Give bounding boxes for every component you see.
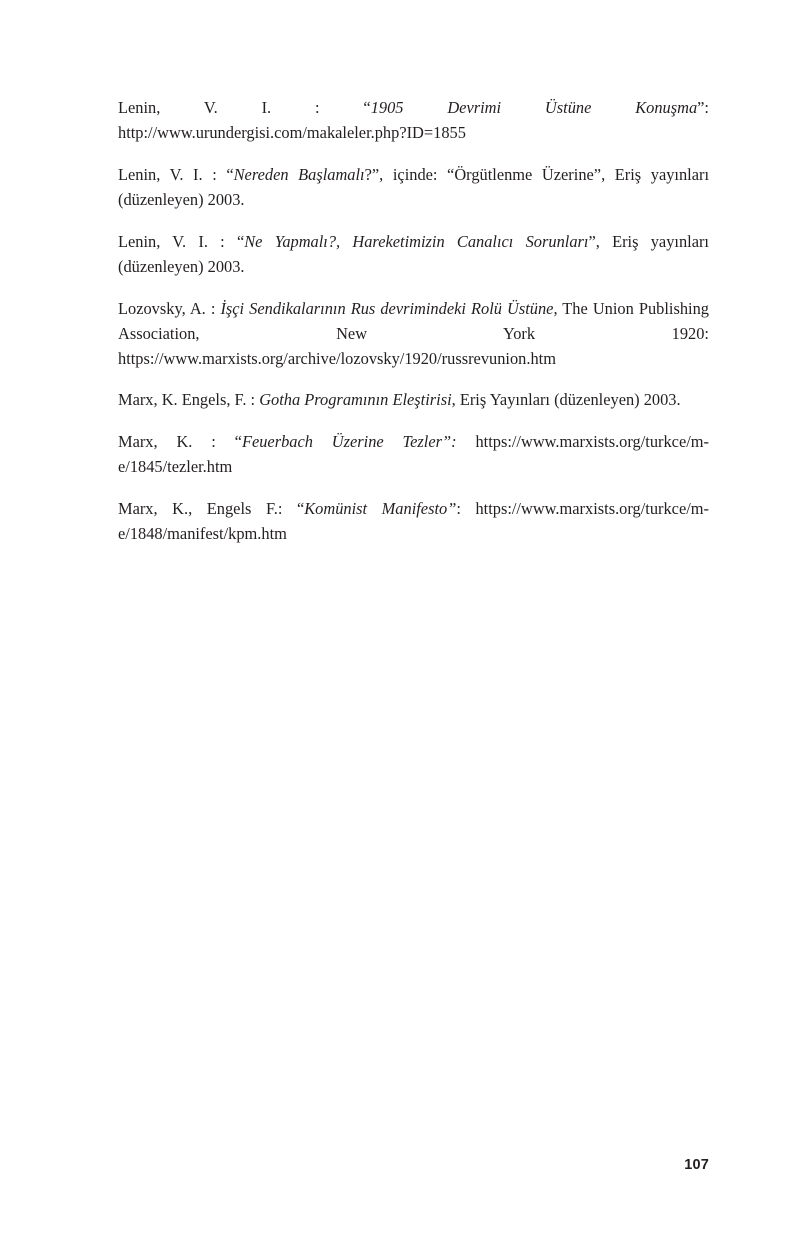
bibliography-entry (118, 388, 709, 413)
entry-text: ”, Eriş yayınları (düzenleyen) 2003. (118, 231, 709, 276)
bibliography-entry (118, 96, 709, 146)
entry-text: Marx, K. : “ (118, 432, 242, 452)
bibliography-entry (118, 230, 709, 280)
entry-text: Marx, K. Engels, F. : (118, 390, 260, 410)
entry-text: Lozovsky, A. : (118, 298, 221, 318)
bibliography-list (118, 96, 709, 547)
bibliography-entry (118, 497, 709, 547)
entry-title-italic: İşçi Sendikalarının Rus devrimindeki Rolü Üstüne (220, 298, 554, 318)
entry-text: : https://www.marxists.org/turkce/m-e/1848/manifest/kpm.htm (118, 499, 709, 544)
bibliography-entry (118, 430, 709, 480)
entry-text: Lenin, V. I. : “ (118, 98, 371, 117)
bibliography-entry (118, 163, 709, 213)
entry-text: Lenin, V. I. : “ (118, 164, 234, 184)
entry-title-italic: Ne Yapmalı?, Hareketimizin Canalıcı Sorunları (244, 231, 589, 251)
entry-text: , Eriş Yayınları (düzenleyen) 2003. (451, 390, 681, 410)
bibliography-entry (118, 297, 709, 372)
entry-title-italic: Nereden Başlamalı (233, 164, 365, 184)
entry-text: ?”, içinde: “Örgütlenme Üzerine”, Eriş yayınları (düzenleyen) 2003. (118, 164, 710, 209)
entry-title-italic: Gotha Programının Eleştirisi (259, 390, 452, 410)
entry-text: Marx, K., Engels F.: “ (118, 499, 305, 519)
entry-text: Lenin, V. I. : “ (118, 231, 245, 251)
entry-text: ”: http://www.urundergisi.com/makaleler.php?ID=1855 (118, 98, 709, 142)
entry-title-italic: Feuerbach Üzerine Tezler”: (241, 432, 457, 452)
entry-title-italic: 1905 Devrimi Üstüne Konuşma (370, 98, 698, 117)
page-number: 107 (684, 1157, 709, 1173)
entry-text: https://www.marxists.org/turkce/m-e/1845/tezler.htm (118, 432, 709, 477)
entry-text: , The Union Publishing Association, New York 1920: https://www.marxists.org/archive/lozovsky/1920/russrevunion.htm (118, 298, 709, 368)
entry-title-italic: Komünist Manifesto” (304, 499, 457, 519)
